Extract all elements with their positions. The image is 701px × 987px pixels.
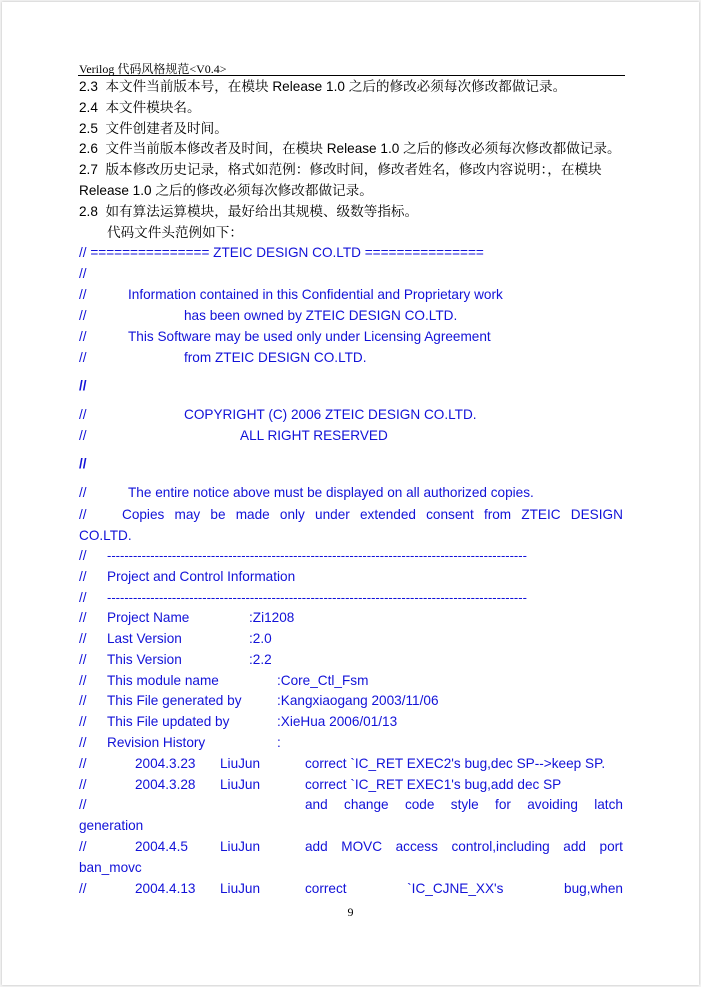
word: ZTEIC xyxy=(521,507,561,522)
word: change xyxy=(344,797,389,812)
item-2-3: 2.3 本文件当前版本号，在模块 Release 1.0 之后的修改必须每次修改都做记录。 xyxy=(79,79,567,94)
item-2-5: 2.5 文件创建者及时间。 xyxy=(79,121,228,136)
word: made xyxy=(235,507,270,522)
item-2-7-continued: Release 1.0 之后的修改必须每次修改都做记录。 xyxy=(79,183,373,198)
header-rule xyxy=(78,75,625,76)
word: latch xyxy=(594,797,623,812)
word: add xyxy=(305,839,328,854)
word: from xyxy=(483,507,512,522)
item-2-6: 2.6 文件当前版本修改者及时间，在模块 Release 1.0 之后的修改必须每次修改都做记录。 xyxy=(79,141,621,156)
word: control,including xyxy=(451,839,550,854)
revision-row-wrap: generation xyxy=(79,818,144,833)
code-comment-bold: // xyxy=(79,378,87,393)
code-banner: // =============== ZTEIC DESIGN CO.LTD =============== xyxy=(79,245,484,260)
word: access xyxy=(395,839,438,854)
code-notice-2-continued: CO.LTD. xyxy=(79,528,132,543)
item-2-7: 2.7 版本修改历史记录，格式如范例：修改时间，修改者姓名，修改内容说明：，在模块 xyxy=(79,162,602,177)
word: extended xyxy=(360,507,416,522)
code-example-intro: 代码文件头范例如下： xyxy=(107,225,243,240)
code-comment: // xyxy=(79,266,87,281)
revision-row-wrap: ban_movc xyxy=(79,860,142,875)
item-2-4: 2.4 本文件模块名。 xyxy=(79,100,201,115)
word: and xyxy=(305,797,328,812)
word: under xyxy=(315,507,350,522)
word: port xyxy=(599,839,623,854)
code-comment-bold: // xyxy=(79,456,87,471)
page-header-title: Verilog 代码风格规范<V0.4> xyxy=(79,62,227,76)
word: Copies xyxy=(122,507,165,522)
word: consent xyxy=(426,507,474,522)
word: avoiding xyxy=(527,797,578,812)
page-number: 9 xyxy=(347,905,354,919)
word: be xyxy=(210,507,226,522)
word: bug,when xyxy=(564,881,623,896)
word: code xyxy=(404,797,435,812)
word: DESIGN xyxy=(570,507,623,522)
word: correct xyxy=(305,881,347,896)
word: add xyxy=(563,839,586,854)
word: style xyxy=(450,797,479,812)
word: only xyxy=(279,507,305,522)
word: may xyxy=(174,507,201,522)
word: MOVC xyxy=(341,839,383,854)
word: for xyxy=(495,797,511,812)
item-2-8: 2.8 如有算法运算模块，最好给出其规模、级数等指标。 xyxy=(79,204,419,219)
word: `IC_CJNE_XX's xyxy=(407,881,504,896)
